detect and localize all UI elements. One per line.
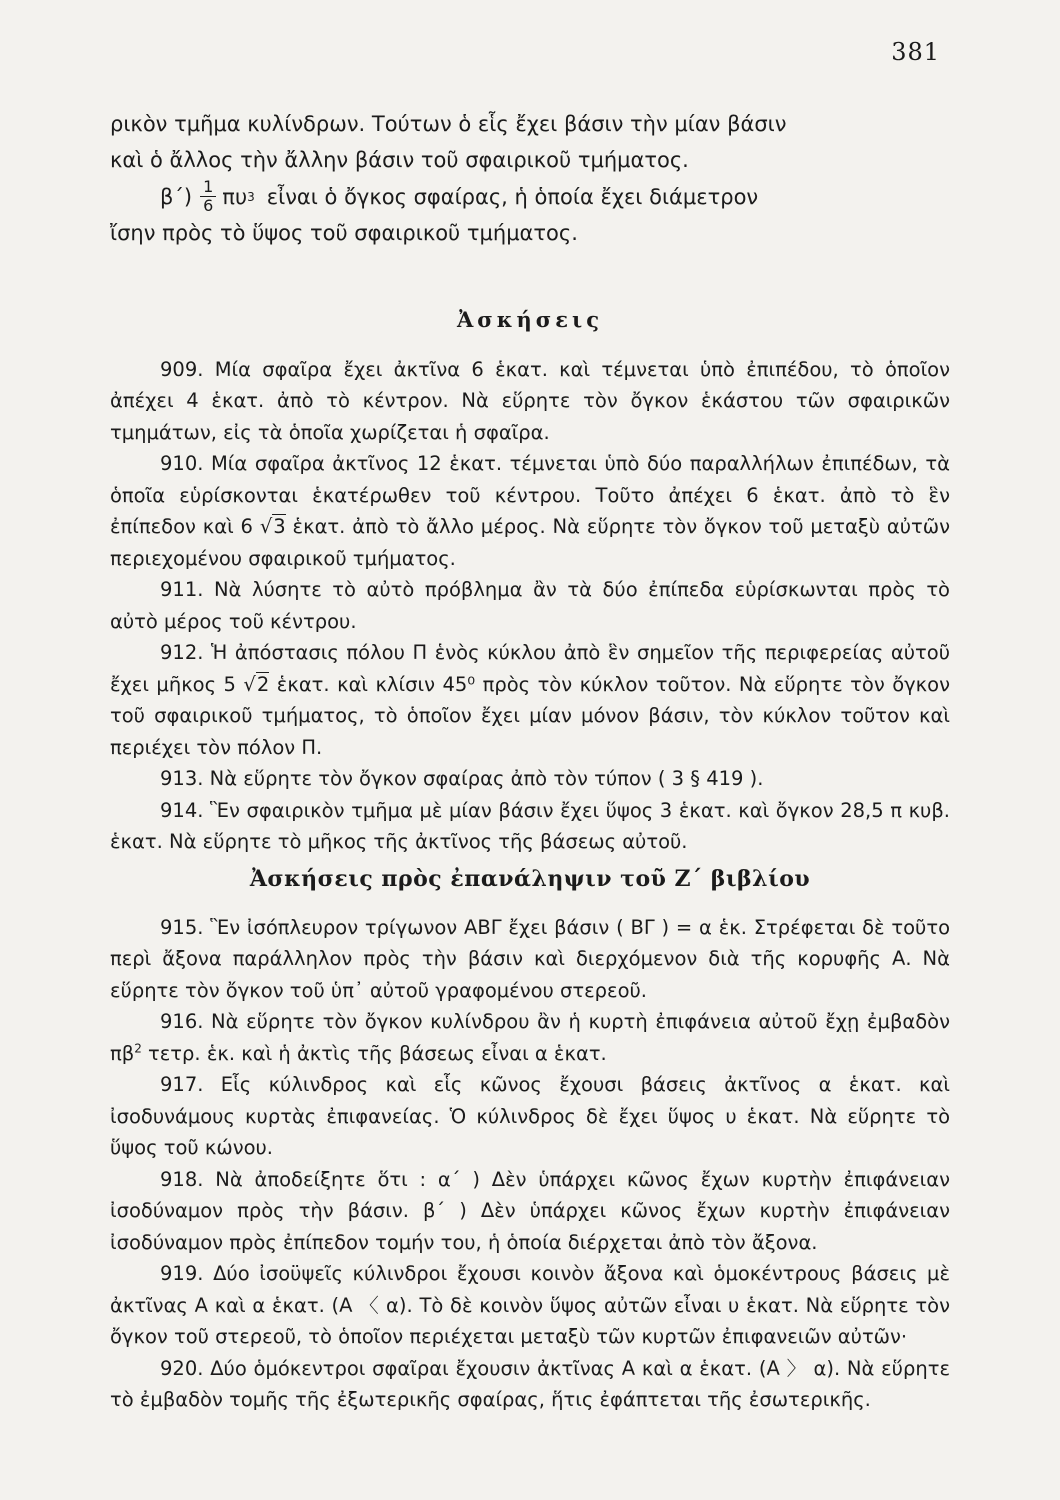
exercise-910: 910. Μία σφαῖρα ἀκτῖνος 12 ἑκατ. τέμνεται ὑπὸ δύο παραλλήλων ἐπιπέδων, τὰ ὁποῖα εὑρίσκονται ἑκατέρωθεν τοῦ κέντρου. Τοῦτο ἀπέχει 6 ἑκατ. ἀπὸ τὸ ἓν ἐπίπεδον καὶ 6 √3 ἑκατ. ἀπὸ τὸ ἄλλο μέρος. Νὰ εὕρητε τὸν ὄγκον τοῦ μεταξὺ αὐτῶν περιεχομένου σφαιρικοῦ τμήματος. xyxy=(110,452,951,570)
exercise-916-part-b: τετρ. ἑκ. καὶ ἡ ἀκτὶς τῆς βάσεως εἶναι α ἑκατ. xyxy=(148,1041,607,1065)
exercise-910-part-a: 910. Μία σφαῖρα ἀκτῖνος 12 ἑκατ. τέμνεται ὑπὸ δύο παραλλήλων ἐπιπέδων, τὰ ὁποῖα εὑρίσκονται ἑκατέρωθεν τοῦ κέντρου. Τοῦτο ἀπέχει 6 ἑκατ. ἀπὸ τὸ ἓν ἐπίπεδον καὶ 6 xyxy=(110,452,950,538)
exercise-919: 919. Δύο ἰσοϋψεῖς κύλινδροι ἔχουσι κοινὸν ἄξονα καὶ ὁμοκέντρους βάσεις μὲ ἀκτῖνας Α καὶ α ἑκατ. (Α 〈 α). Τὸ δὲ κοινὸν ὕψος αὐτῶν εἶναι υ ἑκατ. Νὰ εὕρητε τὸν ὄγκον τοῦ στερεοῦ, τὸ ὁποῖον περιέχεται μεταξὺ τῶν κυρτῶν ἐπιφανειῶν αὐτῶν· xyxy=(110,1262,950,1348)
exercise-909: 909. Μία σφαῖρα ἔχει ἀκτῖνα 6 ἑκατ. καὶ τέμνεται ὑπὸ ἐπιπέδου, τὸ ὁποῖον ἀπέχει 4 ἑκατ. ἀπὸ τὸ κέντρον. Νὰ εὕρητε τὸν ὄγκον ἑκάστου τῶν σφαιρικῶν τμημάτων, εἰς τὰ ὁποῖα χωρίζεται ἡ σφαῖρα. xyxy=(110,357,950,444)
pi-u: πυ xyxy=(222,184,248,209)
exercise-912-part-b: ἑκατ. καὶ κλίσιν 45⁰ πρὸς τὸν κύκλον τοῦτον. Νὰ εὕρητε τὸν ὄγκον τοῦ σφαιρικοῦ τμήματος, τὸ ὁποῖον ἔχει μίαν μόνον βάσιν, τὸν κύκλον τοῦτον καὶ περιέχει τὸν πόλον Π. xyxy=(110,672,950,759)
beta-label: β΄) xyxy=(160,184,193,209)
intro-line-2: καὶ ὁ ἄλλος τὴν ἄλλην βάσιν τοῦ σφαιρικοῦ τμήματος. xyxy=(110,148,689,172)
review-exercises-section xyxy=(110,830,950,1416)
section-heading-exercises: Ἀσκήσεις xyxy=(457,307,603,332)
beta-formula-row: β΄) $\frac{1}{6}$ πυ 3 εἶναι ὁ ὄγκος σφαίρας, ἡ ὁποία ἔχει διάμετρον xyxy=(160,177,759,215)
intro-line-1: ρικὸν τμῆμα κυλίνδρων. Τούτων ὁ εἷς ἔχει βάσιν τὴν μίαν βάσιν xyxy=(110,112,787,136)
exercise-916-part-a: 916. Νὰ εὕρητε τὸν ὄγκον κυλίνδρου ἂν ἡ κυρτὴ ἐπιφάνεια αὐτοῦ ἔχῃ ἐμβαδὸν πβ xyxy=(110,1010,950,1065)
exercise-912-part-a: 912. Ἡ ἀπόστασις πόλου Π ἑνὸς κύκλου ἀπὸ ἓν σημεῖον τῆς περιφερείας αὐτοῦ ἔχει μῆκος 5 xyxy=(110,641,950,696)
intro-block xyxy=(110,106,950,251)
exercise-913: 913. Νὰ εὕρητε τὸν ὄγκον σφαίρας ἀπὸ τὸν τύπον ( 3 § 419 ). xyxy=(160,767,764,790)
square-exponent: 2 xyxy=(134,1041,142,1055)
sqrt-three: 3 xyxy=(273,515,286,538)
beta-line-2: ἴσην πρὸς τὸ ὕψος τοῦ σφαιρικοῦ τμήματος. xyxy=(110,221,578,245)
exercise-920: 920. Δύο ὁμόκεντροι σφαῖραι ἔχουσιν ἀκτῖνας Α καὶ α ἑκατ. (Α 〉 α). Νὰ εὕρητε τὸ ἐμβαδὸν τομῆς τῆς ἐξωτερικῆς σφαίρας, ἥτις ἐφάπτεται τῆς ἐσωτερικῆς. xyxy=(110,1356,950,1411)
beta-text: εἶναι ὁ ὄγκος σφαίρας, ἡ ὁποία ἔχει διάμετρον xyxy=(266,184,759,209)
exercise-915: 915. Ἓν ἰσόπλευρον τρίγωνον ΑΒΓ ἔχει βάσιν ( ΒΓ ) = α ἑκ. Στρέφεται δὲ τοῦτο περὶ ἄξονα παράλληλον πρὸς τὴν βάσιν καὶ διερχόμενον διὰ τῆς κορυφῆς Α. Νὰ εὕρητε τὸν ὄγκον τοῦ ὑπ᾽ αὐτοῦ γραφομένου στερεοῦ. xyxy=(110,915,950,1002)
one-sixth-fraction xyxy=(200,178,216,215)
exercise-916 xyxy=(110,1006,950,1069)
exercise-917: 917. Εἷς κύλινδρος καὶ εἷς κῶνος ἔχουσι βάσεις ἀκτῖνος α ἑκατ. καὶ ἰσοδυνάμους κυρτὰς ἐπιφανείας. Ὁ κύλινδρος δὲ ἔχει ὕψος υ ἑκατ. Νὰ εὕρητε τὸ ὕψος τοῦ κώνου. xyxy=(110,1073,950,1159)
exercise-914: 914. Ἓν σφαιρικὸν τμῆμα μὲ μίαν βάσιν ἔχει ὕψος 3 ἑκατ. καὶ ὄγκον 28,5 π κυβ. ἑκατ. Νὰ εὕρητε τὸ μῆκος τῆς ἀκτῖνος τῆς βάσεως αὐτοῦ. xyxy=(110,798,950,853)
exercise-918: 918. Νὰ ἀποδείξητε ὅτι : α΄ ) Δὲν ὑπάρχει κῶνος ἔχων κυρτὴν ἐπιφάνειαν ἰσοδύναμον πρὸς τὴν βάσιν. β΄ ) Δὲν ὑπάρχει κῶνος ἔχων κυρτὴν ἐπιφάνειαν ἰσοδύναμον πρὸς ἐπίπεδον τομήν του, ἡ ὁποία διέρχεται ἀπὸ τὸν ἄξονα. xyxy=(110,1167,950,1254)
exercise-912: 912. Ἡ ἀπόστασις πόλου Π ἑνὸς κύκλου ἀπὸ ἓν σημεῖον τῆς περιφερείας αὐτοῦ ἔχει μῆκος 5 √2 ἑκατ. καὶ κλίσιν 45⁰ πρὸς τὸν κύκλον τοῦτον. Νὰ εὕρητε τὸν ὄγκον τοῦ σφαιρικοῦ τμήματος, τὸ ὁποῖον ἔχει μίαν μόνον βάσιν, τὸν κύκλον τοῦτον καὶ περιέχει τὸν πόλον Π. xyxy=(110,641,950,759)
fraction-denominator: 6 xyxy=(203,196,214,215)
exercise-910-part-b: ἑκατ. ἀπὸ τὸ ἄλλο μέρος. Νὰ εὕρητε τὸν ὄγκον τοῦ μεταξὺ αὐτῶν περιεχομένου σφαιρικοῦ τμήματος. xyxy=(110,515,951,570)
page-number: 381 xyxy=(891,38,940,66)
fraction-numerator: 1 xyxy=(200,178,216,197)
sqrt-two: 2 xyxy=(256,672,270,696)
section-heading-review: Ἀσκήσεις πρὸς ἐπανάληψιν τοῦ Ζ΄ βιβλίου xyxy=(249,866,811,892)
exercises-section xyxy=(110,290,950,858)
exercise-911: 911. Νὰ λύσητε τὸ αὐτὸ πρόβλημα ἂν τὰ δύο ἐπίπεδα εὑρίσκωνται πρὸς τὸ αὐτὸ μέρος τοῦ κέντρου. xyxy=(110,578,950,633)
